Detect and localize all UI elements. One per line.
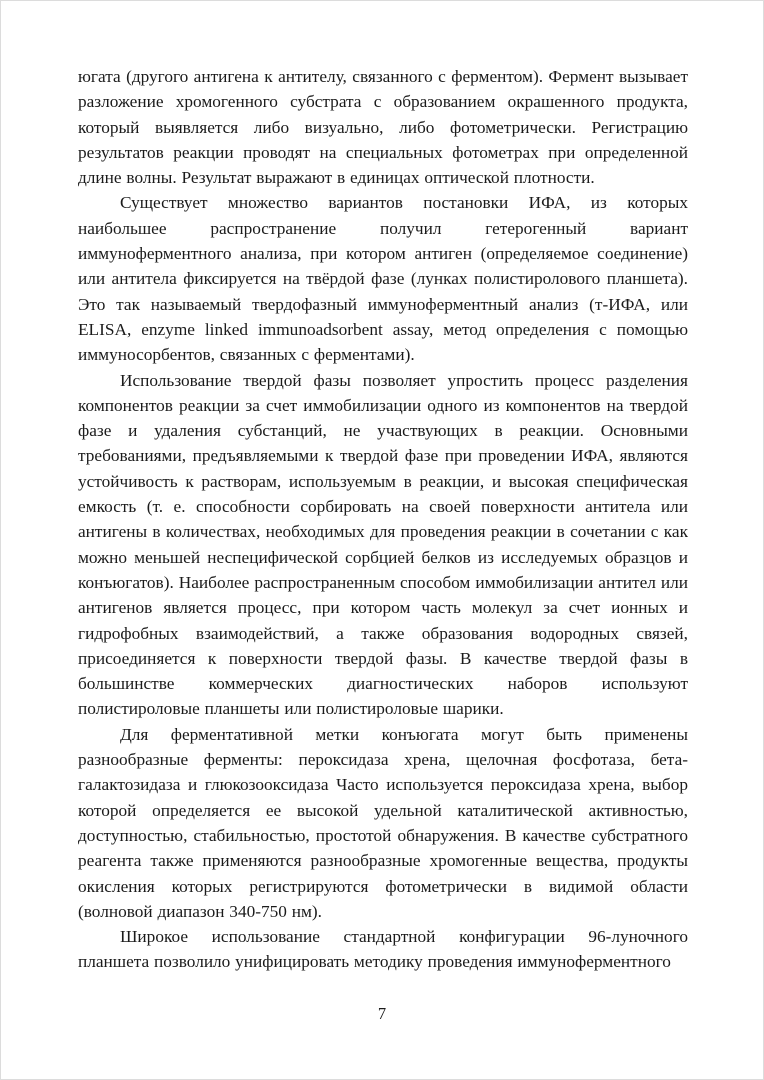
paragraph-continuation: югата (другого антигена к антителу, связанного с ферментом). Фермент вызывает разложение хромогенного субстрата с образованием окрашенного продукта, который выявляется либо визуально, либо фотометрически. Регистрацию результатов реакции проводят на специальных фотометрах при определенной длине волны. Результат выражают в единицах оптической плотности. <box>78 67 688 188</box>
page-number: 7 <box>377 1004 387 1023</box>
paragraph-enzyme-labels: Для ферментативной метки конъюгата могут быть применены разнообразные ферменты: пероксидаза хрена, щелочная фосфотаза, бета-галактозидаза и глюкозооксидаза Часто используется пероксидаза хрена, выбор которой определяется ее высокой удельной каталитической активностью, доступностью, стабильностью, простотой обнаружения. В качестве субстратного реагента также применяются разнообразные хромогенные вещества, продукты окисления которых регистрируются фотометрически в видимой области (волновой диапазон 340-750 нм). <box>78 724 688 921</box>
paragraph-ifa-variants: Существует множество вариантов постановки ИФА, из которых наибольшее распространение получил гетерогенный вариант иммуноферментного анализа, при котором антиген (определяемое соединение) или антитела фиксируется на твёрдой фазе (лунках полистиролового планшета). Это так называемый твердофазный иммуноферментный анализ (т-ИФА, или ELISA, enzyme linked immunoadsorbent assay, метод определения с помощью иммуносорбентов, связанных с ферментами). <box>78 193 688 365</box>
body-text <box>78 64 688 975</box>
paragraph-solid-phase: Использование твердой фазы позволяет упростить процесс разделения компонентов реакции за счет иммобилизации одного из компонентов на твердой фазе и удаления субстанций, не участвующих в реакции. Основными требованиями, предъявляемыми к твердой фазе при проведении ИФА, являются устойчивость к растворам, используемым в реакции, и высокая специфическая емкость (т. е. способности сорбировать на своей поверхности антитела или антигены в количествах, необходимых для проведения реакции в сочетании с как можно меньшей неспецифической сорбцией белков из исследуемых образцов и конъюгатов). Наиболее распространенным способом иммобилизации антител или антигенов является процесс, при котором часть молекул за счет ионных и гидрофобных взаимодействий, а также образования водородных связей, присоединяется к поверхности твердой фазы. В качестве твердой фазы в большинстве коммерческих диагностических наборов используют полистироловые планшеты или полистироловые шарики. <box>78 370 688 719</box>
paragraph-96-well-plate: Широкое использование стандартной конфигурации 96-луночного планшета позволило унифицировать методику проведения иммуноферментного <box>78 927 688 972</box>
